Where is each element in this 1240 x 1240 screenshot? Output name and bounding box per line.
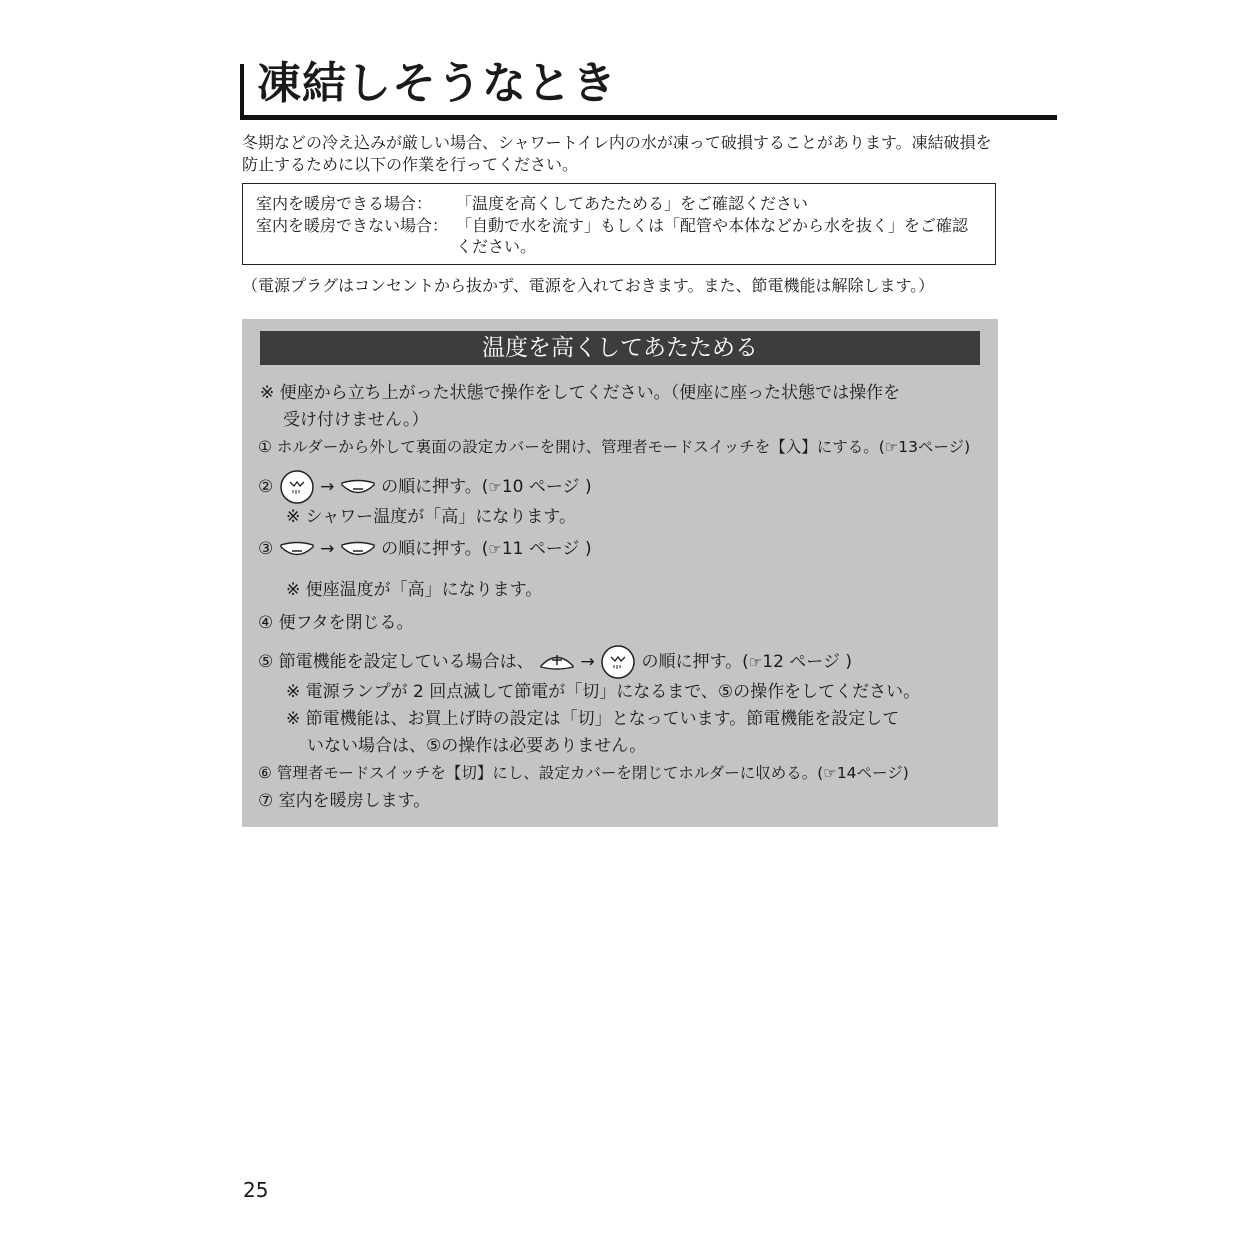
step-6-text: ⑥ 管理者モードスイッチを【切】にし、設定カバーを閉じてホルダーに収める。( xyxy=(258,764,824,782)
arrow-icon: → xyxy=(320,539,335,559)
step-5 xyxy=(258,644,852,680)
minus-button-icon xyxy=(279,536,315,562)
power-note: （電源プラグはコンセントから抜かず、電源を入れておきます。また、節電機能は解除します。） xyxy=(242,276,935,295)
step-5-note-2: ※ 節電機能は、お買上げ時の設定は「切」となっています。節電機能を設定して xyxy=(286,709,900,729)
note-stand-up-cont: 受け付けません。） xyxy=(283,410,429,430)
step-2 xyxy=(258,469,592,505)
reference-icon: ☞ xyxy=(823,764,837,782)
step-1-ref: 13ページ) xyxy=(898,438,971,456)
reference-icon: ☞ xyxy=(488,540,502,558)
title-underline xyxy=(240,115,1057,120)
notice-label-unheated: 室内を暖房できない場合： xyxy=(256,216,449,235)
intro-text: 冬期などの冷え込みが厳しい場合、シャワートイレ内の水が凍って破損することがあります。凍結破損を防止するために以下の作業を行ってください。 xyxy=(242,133,992,174)
warming-section xyxy=(242,319,998,827)
shower-button-icon xyxy=(600,644,636,680)
shower-button-icon xyxy=(279,469,315,505)
title-block xyxy=(240,56,1057,120)
note-stand-up: ※ 便座から立ち上がった状態で操作をしてください。（便座に座った状態では操作を xyxy=(260,383,901,403)
notice-row-unheated xyxy=(256,215,968,236)
notice-text-heated: 「温度を高くしてあたためる」をご確認ください xyxy=(456,194,809,213)
notice-box xyxy=(242,183,996,265)
plus-button-icon xyxy=(539,649,575,675)
minus-button-icon xyxy=(340,536,376,562)
step-1-text: ① ホルダーから外して裏面の設定カバーを開け、管理者モードスイッチを【入】にする。( xyxy=(258,438,885,456)
step-1 xyxy=(258,434,970,460)
step-6-ref: 14ページ) xyxy=(836,764,909,782)
step-3-text: の順に押す。( xyxy=(381,539,489,559)
reference-icon: ☞ xyxy=(884,438,899,456)
step-3-number: ③ xyxy=(258,539,274,559)
title-left-bar xyxy=(240,64,244,118)
step-5-text-cont: の順に押す。( xyxy=(641,652,749,672)
step-7: ⑦ 室内を暖房します。 xyxy=(258,791,431,811)
step-5-ref: 12 ページ ) xyxy=(762,652,852,672)
step-2-ref: 10 ページ ) xyxy=(501,477,592,497)
page-title: 凍結しそうなとき xyxy=(257,58,617,109)
page-number: 25 xyxy=(243,1178,269,1202)
notice-row-heated xyxy=(256,193,808,214)
step-3-note: ※ 便座温度が「高」になります。 xyxy=(286,580,543,600)
step-5-text: ⑤ 節電機能を設定している場合は、 xyxy=(258,652,534,672)
step-2-text: の順に押す。( xyxy=(381,477,489,497)
arrow-icon: → xyxy=(580,652,595,672)
step-4: ④ 便フタを閉じる。 xyxy=(258,613,414,633)
reference-icon: ☞ xyxy=(488,478,502,496)
step-5-note-1: ※ 電源ランプが 2 回点滅して節電が「切」になるまで、⑤の操作をしてください。 xyxy=(286,682,921,702)
minus-button-icon xyxy=(340,474,376,500)
reference-icon: ☞ xyxy=(748,653,763,671)
step-5-note-2-cont: いない場合は、⑤の操作は必要ありません。 xyxy=(307,736,647,756)
notice-text-unheated: 「自動で水を流す」もしくは「配管や本体などから水を抜く」をご確認 xyxy=(456,216,969,235)
step-6 xyxy=(258,760,909,786)
step-2-note: ※ シャワー温度が「高」になります。 xyxy=(286,507,576,527)
arrow-icon: → xyxy=(320,477,335,497)
step-3 xyxy=(258,533,592,565)
step-3-ref: 11 ページ ) xyxy=(501,539,592,559)
step-2-number: ② xyxy=(258,477,274,497)
notice-label-heated: 室内を暖房できる場合： xyxy=(256,194,433,213)
notice-text-unheated-cont: ください。 xyxy=(456,237,537,256)
section-header: 温度を高くしてあたためる xyxy=(260,331,980,365)
